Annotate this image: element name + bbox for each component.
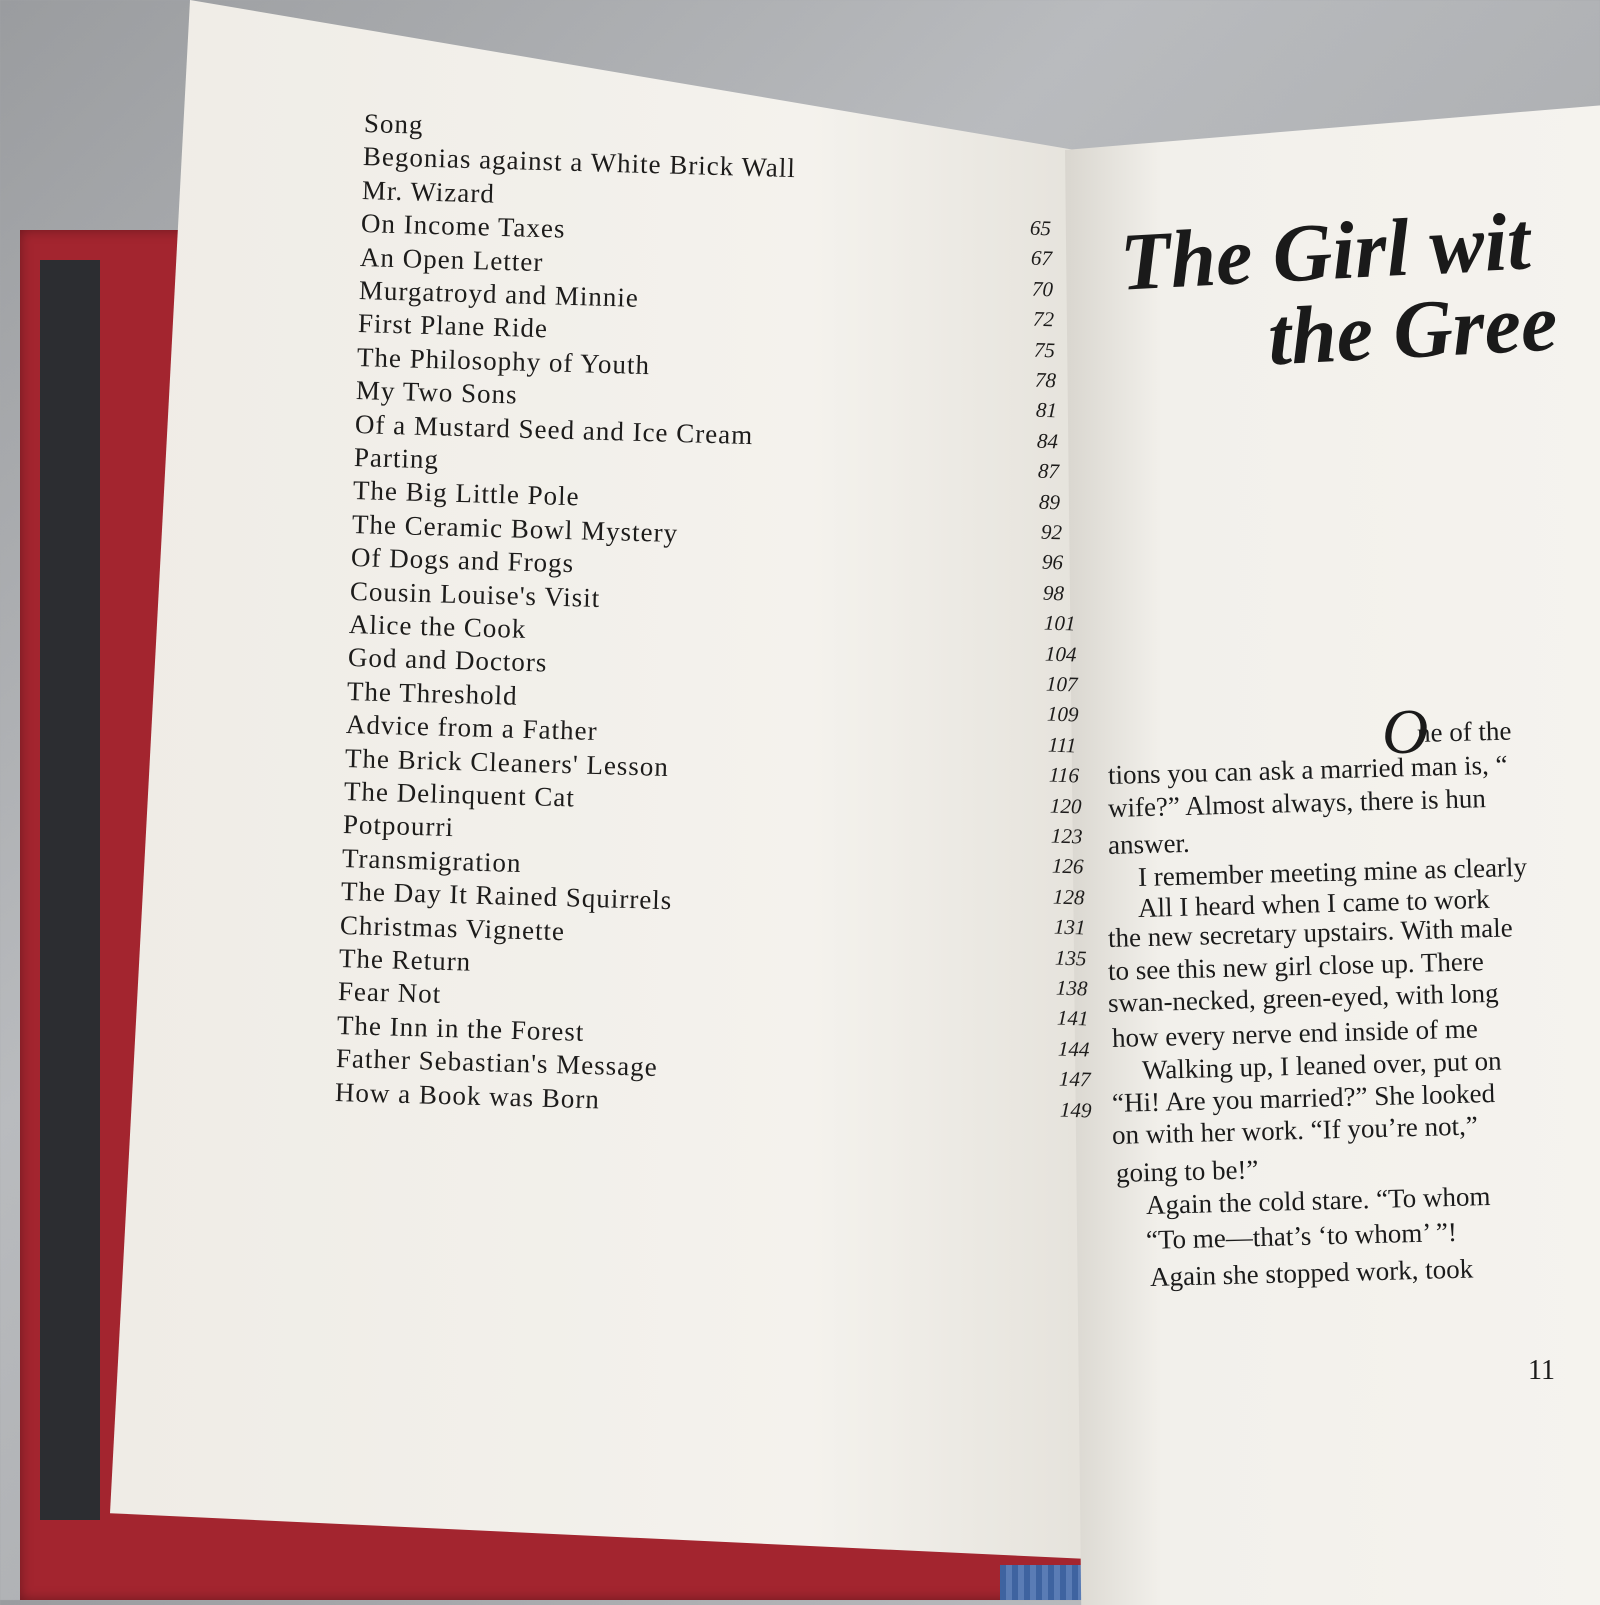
toc-entry-page: 67: [1030, 246, 1053, 271]
toc-entry-title: My Two Sons: [355, 375, 519, 410]
toc-entry-title: Murgatroyd and Minnie: [358, 275, 640, 313]
toc-entry-page: 144: [1057, 1036, 1091, 1062]
toc-entry-title: The Inn in the Forest: [336, 1009, 585, 1047]
toc-entry-title: The Threshold: [346, 675, 519, 711]
toc-entry-title: Mr. Wizard: [361, 174, 496, 209]
toc-entry-page: 111: [1047, 732, 1077, 758]
toc-entry-title: God and Doctors: [347, 642, 548, 678]
toc-entry-title: Parting: [353, 442, 440, 475]
toc-entry-title: How a Book was Born: [334, 1076, 601, 1114]
toc-entry-title: Cousin Louise's Visit: [349, 575, 601, 613]
toc-entry-title: Potpourri: [342, 809, 455, 843]
chapter-text-line: answer.: [1107, 827, 1191, 860]
chapter-text-line: ne of the: [1416, 715, 1512, 748]
toc-entry-title: The Delinquent Cat: [343, 776, 576, 813]
chapter-text-line: how every nerve end inside of me: [1111, 1013, 1479, 1053]
toc-entry-page: 101: [1043, 610, 1076, 636]
toc-entry-title: The Ceramic Bowl Mystery: [351, 508, 679, 548]
chapter-text-line: Again she stopped work, took: [1149, 1253, 1474, 1292]
toc-entry-title: Song: [363, 108, 424, 140]
toc-entry-title: Of a Mustard Seed and Ice Cream: [354, 408, 754, 450]
chapter-text-line: I remember meeting mine as clearly: [1137, 851, 1528, 892]
toc-entry-page: 72: [1032, 306, 1055, 332]
chapter-text-line: tions you can ask a married man is, “: [1107, 749, 1508, 790]
toc-entry-page: 138: [1055, 975, 1089, 1001]
chapter-text-line: to see this new girl close up. There: [1107, 946, 1485, 986]
chapter-text-line: “Hi! Are you married?” She looked: [1111, 1077, 1496, 1118]
toc-entry-title: The Brick Cleaners' Lesson: [344, 742, 670, 782]
chapter-text-line: going to be!”: [1115, 1154, 1259, 1188]
toc-entry-page: 141: [1056, 1005, 1090, 1031]
chapter-heading-line-1: The Girl wit: [1117, 195, 1533, 308]
toc-entry-page: 135: [1054, 945, 1088, 971]
toc-entry-page: 116: [1048, 762, 1080, 788]
toc-entry-title: Begonias against a White Brick Wall: [362, 141, 797, 184]
toc-entry-title: Alice the Cook: [348, 609, 527, 644]
toc-entry-title: Advice from a Father: [345, 709, 599, 747]
toc-entry-page: 92: [1040, 519, 1062, 545]
toc-entry-page: 107: [1045, 671, 1078, 697]
toc-entry-title: Transmigration: [341, 842, 522, 878]
toc-entry-page: 75: [1033, 337, 1056, 362]
chapter-text-line: the new secretary upstairs. With male: [1107, 912, 1514, 953]
toc-entry-title: Christmas Vignette: [339, 909, 566, 946]
toc-entry-page: 65: [1029, 215, 1052, 241]
toc-entry-title: An Open Letter: [359, 241, 544, 277]
toc-entry-title: The Return: [338, 943, 472, 977]
toc-entry-title: The Big Little Pole: [352, 475, 581, 512]
toc-entry-page: 128: [1052, 884, 1086, 910]
toc-entry-page: 87: [1037, 458, 1060, 484]
toc-entry-page: 81: [1035, 398, 1058, 423]
toc-entry-page: 123: [1050, 823, 1083, 849]
toc-entry-page: 109: [1046, 701, 1079, 727]
toc-entry-page: 89: [1039, 489, 1061, 514]
toc-entry-title: The Philosophy of Youth: [356, 341, 651, 380]
toc-entry-title: Father Sebastian's Message: [335, 1043, 659, 1083]
chapter-text-line: wife?” Almost always, there is hun: [1107, 783, 1487, 823]
toc-entry-page: 147: [1058, 1066, 1092, 1092]
toc-entry-page: 126: [1051, 853, 1084, 879]
toc-entry-page: 84: [1036, 428, 1059, 454]
toc-entry-title: On Income Taxes: [360, 208, 566, 244]
toc-entry-page: 70: [1031, 276, 1054, 302]
toc-entry-page: 104: [1044, 641, 1077, 667]
toc-entry-title: The Day It Rained Squirrels: [340, 876, 673, 916]
toc-entry-title: Of Dogs and Frogs: [350, 542, 575, 579]
chapter-heading-line-2: the Gree: [1265, 276, 1560, 383]
toc-entry-page: 96: [1041, 550, 1063, 575]
chapter-text-line: Walking up, I leaned over, put on: [1141, 1045, 1502, 1085]
chapter-text-line: swan-necked, green-eyed, with long: [1107, 977, 1499, 1018]
toc-entry-page: 131: [1053, 914, 1087, 940]
chapter-text-line: Again the cold stare. “To whom: [1145, 1180, 1491, 1220]
page-number: 11: [1528, 1355, 1555, 1386]
toc-entry-title: First Plane Ride: [357, 308, 549, 344]
toc-entry-page: 78: [1034, 367, 1057, 393]
chapter-text-line: “To me—that’s ‘to whom’ ”!: [1145, 1216, 1458, 1255]
toc-entry-page: 120: [1049, 793, 1082, 819]
chapter-text-line: on with her work. “If you’re not,”: [1111, 1110, 1479, 1150]
toc-entry-page: 149: [1060, 1097, 1093, 1123]
drop-cap: O: [1382, 696, 1429, 767]
toc-entry-title: Fear Not: [337, 976, 442, 1010]
chapter-text-line: All I heard when I came to work: [1137, 883, 1490, 923]
toc-entry-page: 98: [1042, 580, 1065, 606]
